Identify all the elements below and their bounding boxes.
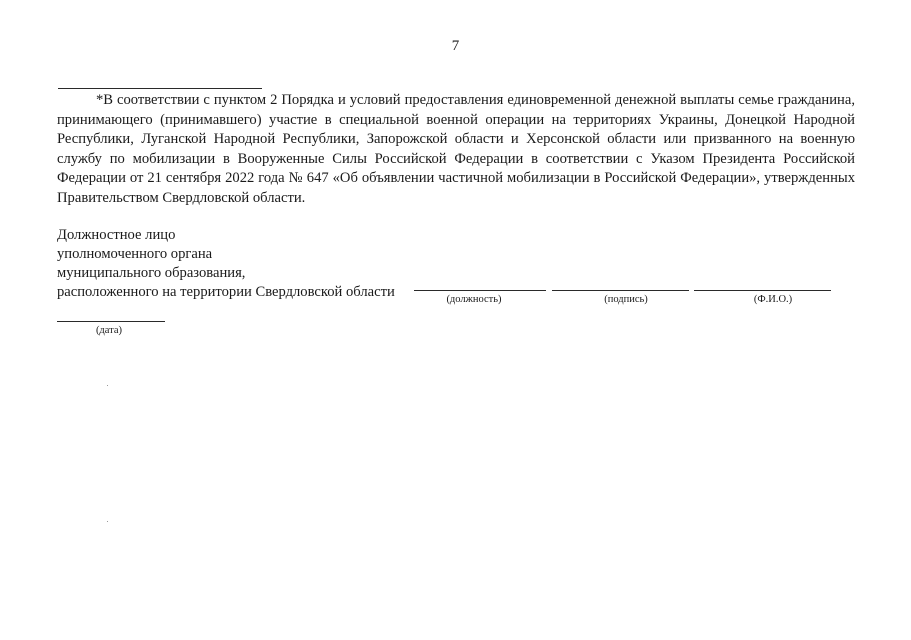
signatory-title-line-3: муниципального образования, — [57, 265, 246, 281]
signature-blank-line — [552, 290, 689, 291]
name-blank-line — [694, 290, 831, 291]
position-caption: (должность) — [446, 294, 502, 305]
page-number: 7 — [451, 38, 460, 54]
footnote-text: *В соответствии с пунктом 2 Порядка и условий предоставления единовременной денежной выплаты семье гражданина, принимающего (принимавшего) участие в специальной военной операции на территориях Украины, Донецкой Народной Республики, Луганской Народной Республики, Запорожской области и Херсонской области или призванного на военную службу по мобилизации в Вооруженные Силы Российской Федерации в соответствии с Указом Президента Российской Федерации от 21 сентября 2022 года № 647 «Об объявлении частичной мобилизации в Российской Федерации», утвержденных Правительством Свердловской области. — [57, 92, 855, 206]
scan-speck — [107, 385, 108, 386]
name-caption: (Ф.И.О.) — [753, 294, 793, 305]
position-blank-line — [414, 290, 546, 291]
date-caption: (дата) — [95, 325, 123, 336]
signatory-title-line-4: расположенного на территории Свердловской области — [57, 284, 395, 300]
scan-speck — [107, 521, 108, 522]
signatory-title-line-2: уполномоченного органа — [57, 246, 213, 262]
date-blank-line — [57, 321, 165, 322]
signatory-block — [57, 226, 395, 302]
signature-caption: (подпись) — [604, 294, 648, 305]
footnote-separator — [58, 88, 262, 89]
signatory-title-line-1: Должностное лицо — [57, 227, 176, 243]
